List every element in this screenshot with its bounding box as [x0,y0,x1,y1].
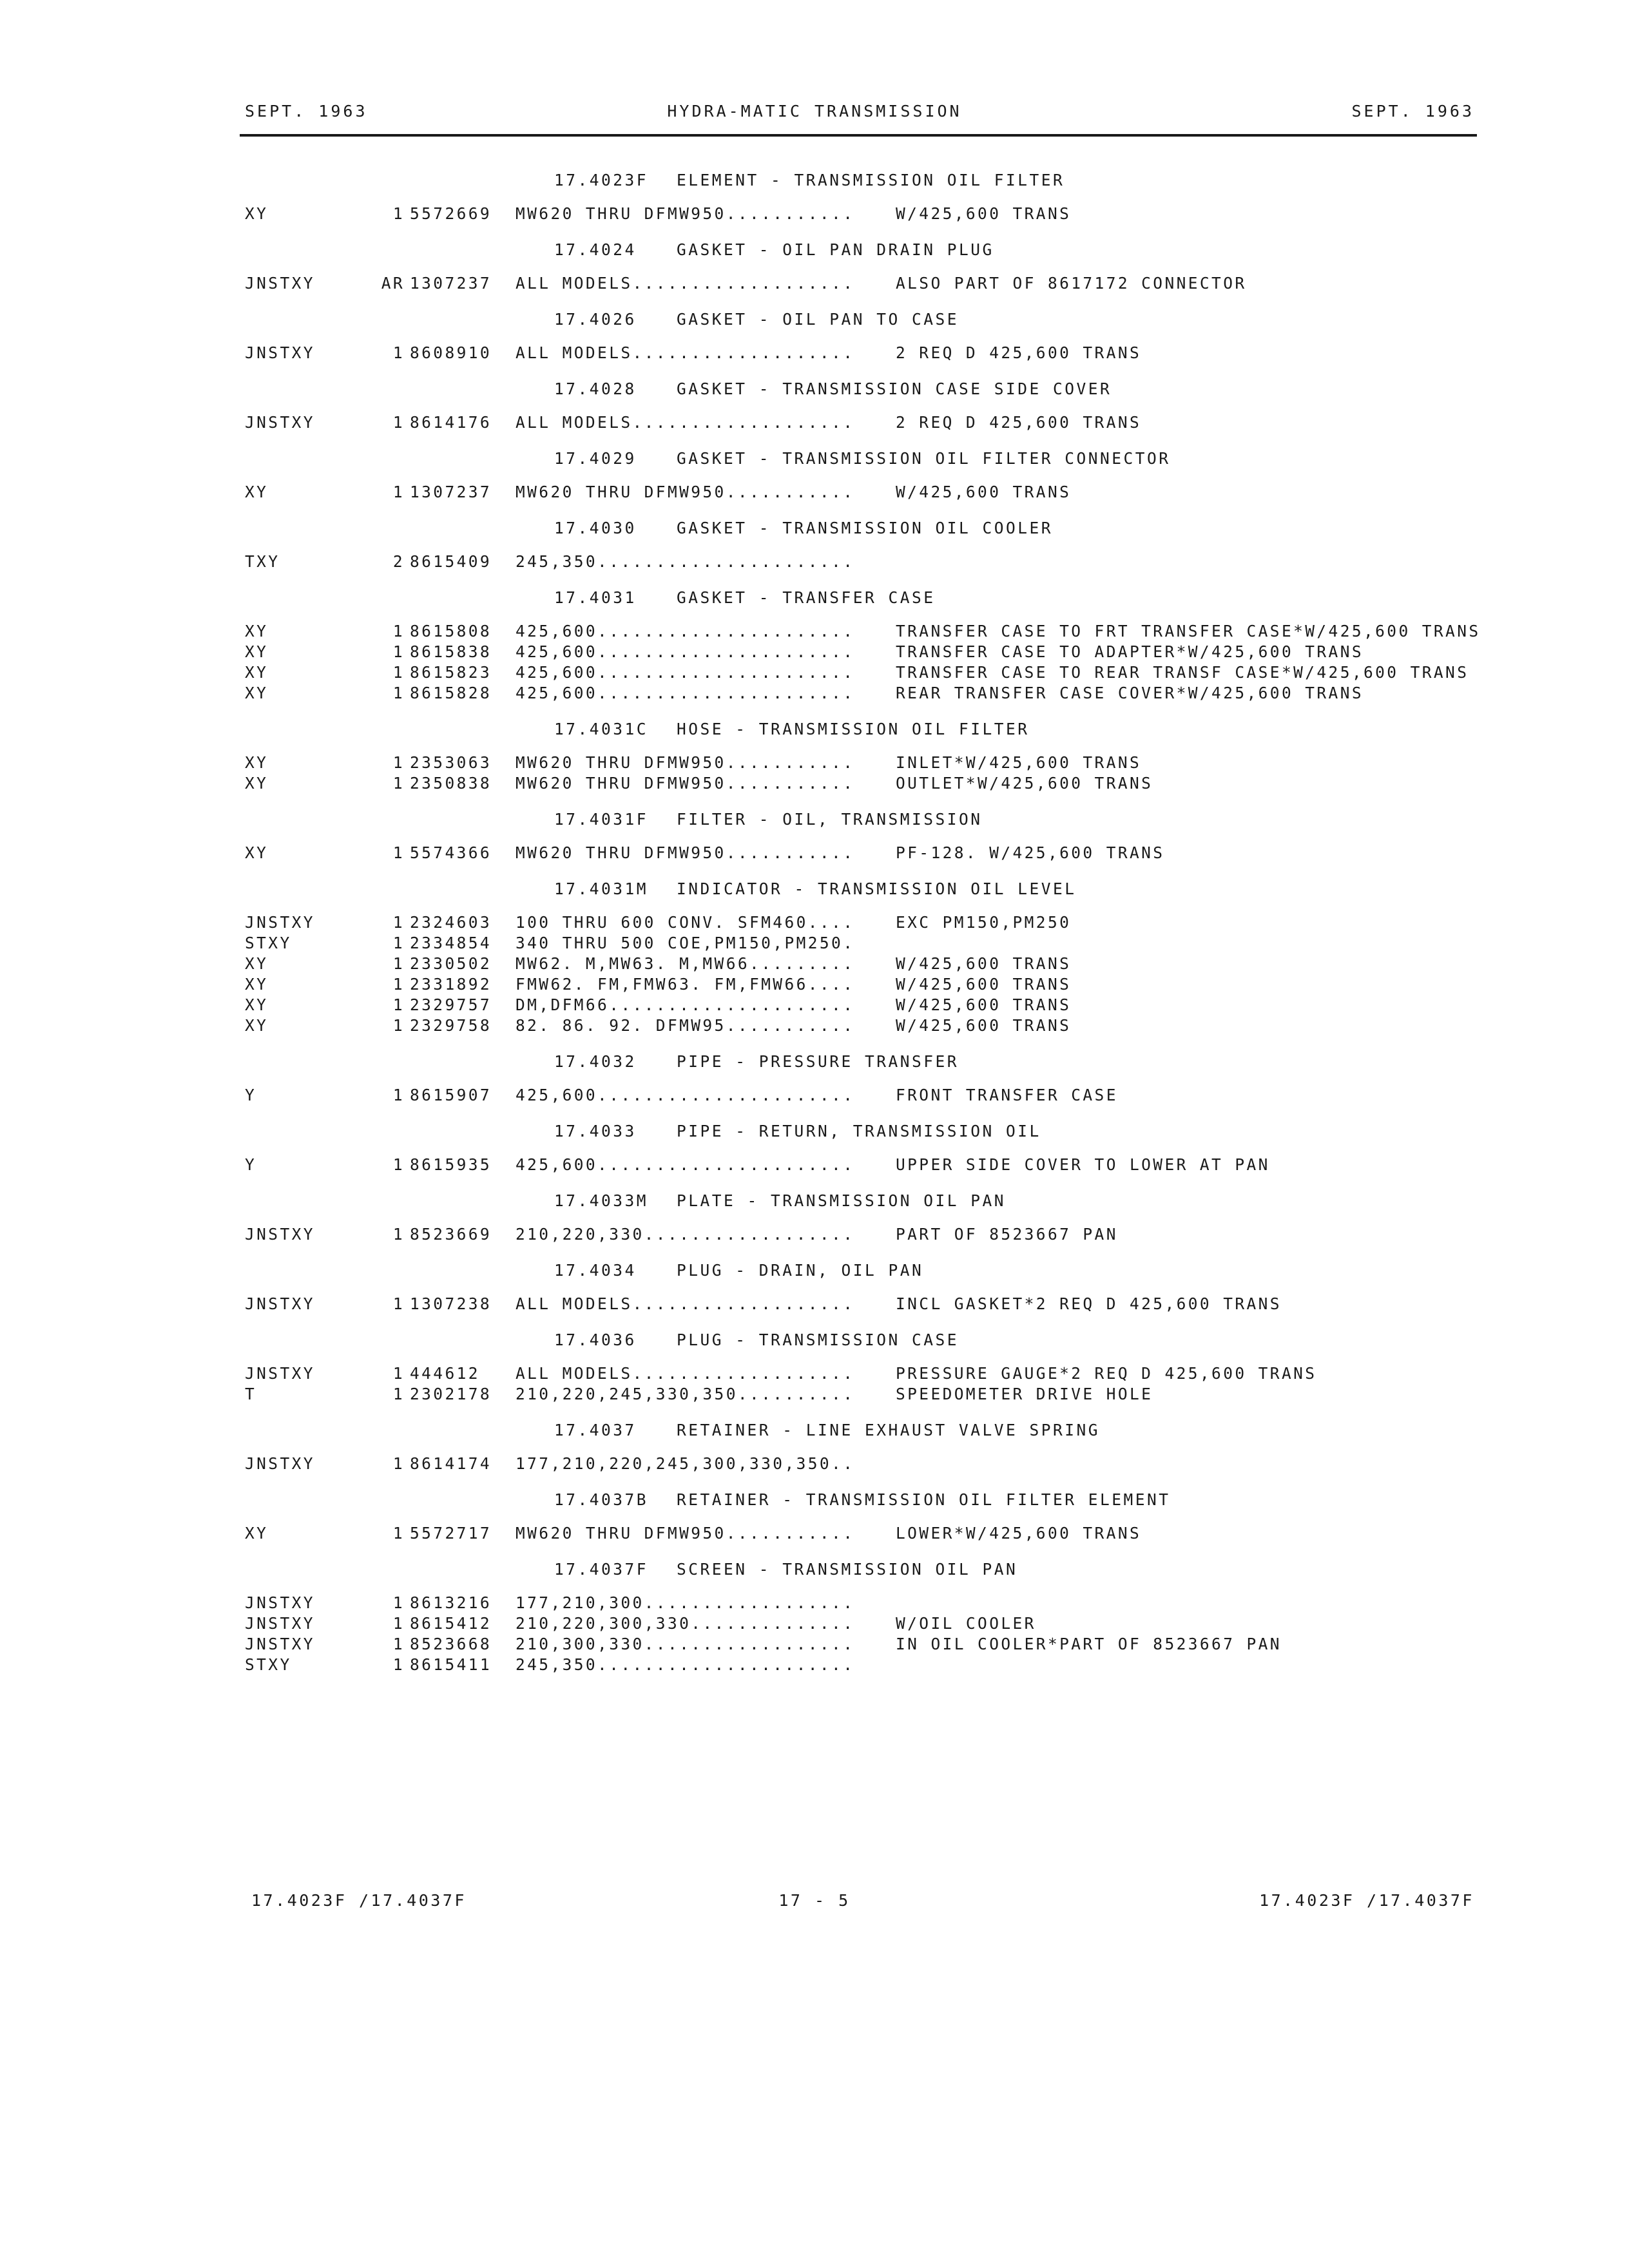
part-row [245,1613,1534,1634]
application: 425,600...................... [516,1086,855,1104]
part-row [245,662,1534,683]
application: 425,600...................... [516,622,855,640]
part-number: 2302178 [410,1385,492,1403]
catalog-section [245,374,1534,443]
application: 340 THRU 500 COE,PM150,PM250. [516,934,855,952]
part-number: 5574366 [410,843,492,862]
footer-range-right: 17.4023F /17.4037F [1259,1891,1474,1910]
part-number: 2324603 [410,913,492,932]
remark: 2 REQ D 425,600 TRANS [896,413,1142,432]
application: 425,600...................... [516,684,855,702]
section-heading [245,804,1534,843]
section-title: ELEMENT - TRANSMISSION OIL FILTER [677,171,1065,189]
part-row [245,621,1534,642]
part-row [245,1155,1534,1175]
section-title: GASKET - OIL PAN TO CASE [677,310,959,329]
part-row [245,1655,1534,1675]
parts-list [245,165,1534,1686]
application: 245,350...................... [516,1655,855,1674]
model-code: JNSTXY [245,1225,315,1244]
quantity: 1 [392,1385,405,1403]
section-number: 17.4033M [554,1191,649,1210]
remark: TRANSFER CASE TO REAR TRANSF CASE*W/425,600 TRANS [896,663,1469,682]
model-code: JNSTXY [245,413,315,432]
model-code: JNSTXY [245,1294,315,1313]
section-number: 17.4033 [554,1122,637,1140]
application: 82. 86. 92. DFMW95........... [516,1016,855,1035]
section-heading [245,1485,1534,1523]
model-code: XY [245,684,269,702]
model-code: XY [245,1016,269,1035]
remark: EXC PM150,PM250 [896,913,1072,932]
model-code: JNSTXY [245,1454,315,1473]
part-row [245,912,1534,933]
section-title: RETAINER - TRANSMISSION OIL FILTER ELEMENT [677,1490,1171,1509]
catalog-section [245,1046,1534,1116]
part-row [245,642,1534,662]
application: MW620 THRU DFMW950........... [516,774,855,793]
quantity: 1 [392,663,405,682]
application: ALL MODELS................... [516,1294,855,1313]
section-heading [245,1255,1534,1294]
section-title: HOSE - TRANSMISSION OIL FILTER [677,720,1030,738]
quantity: 1 [392,753,405,772]
part-row [245,204,1534,224]
quantity: 1 [392,1016,405,1035]
catalog-section [245,165,1534,235]
remark: W/425,600 TRANS [896,995,1072,1014]
remark: ALSO PART OF 8617172 CONNECTOR [896,274,1247,293]
catalog-section [245,235,1534,304]
section-number: 17.4031 [554,588,637,607]
application: MW620 THRU DFMW950........... [516,843,855,862]
remark: 2 REQ D 425,600 TRANS [896,343,1142,362]
model-code: XY [245,663,269,682]
remark: INCL GASKET*2 REQ D 425,600 TRANS [896,1294,1282,1313]
part-number: 2331892 [410,975,492,994]
model-code: XY [245,774,269,793]
part-number: 8523668 [410,1635,492,1653]
quantity: 1 [392,1655,405,1674]
section-title: PLATE - TRANSMISSION OIL PAN [677,1191,1007,1210]
catalog-section [245,1415,1534,1485]
application: ALL MODELS................... [516,274,855,293]
model-code: JNSTXY [245,913,315,932]
application: 210,220,330.................. [516,1225,855,1244]
catalog-section [245,582,1534,714]
model-code: STXY [245,934,292,952]
section-heading [245,443,1534,482]
section-title: INDICATOR - TRANSMISSION OIL LEVEL [677,879,1077,898]
section-heading [245,1554,1534,1593]
quantity: 1 [392,1225,405,1244]
quantity: 1 [392,1086,405,1104]
quantity: 1 [392,622,405,640]
model-code: XY [245,954,269,973]
application: 100 THRU 600 CONV. SFM460.... [516,913,855,932]
model-code: JNSTXY [245,1593,315,1612]
section-heading [245,304,1534,343]
quantity: 1 [392,483,405,501]
section-number: 17.4023F [554,171,649,189]
part-row [245,1363,1534,1384]
section-number: 17.4031M [554,879,649,898]
model-code: XY [245,642,269,661]
application: 245,350...................... [516,552,855,571]
section-number: 17.4034 [554,1261,637,1280]
catalog-section [245,304,1534,374]
section-number: 17.4037F [554,1560,649,1579]
quantity: 1 [392,1524,405,1542]
section-number: 17.4036 [554,1331,637,1349]
section-title: PIPE - PRESSURE TRANSFER [677,1052,959,1071]
model-code: Y [245,1155,257,1174]
quantity: 1 [392,1364,405,1383]
section-heading [245,1116,1534,1155]
application: 425,600...................... [516,663,855,682]
remark: LOWER*W/425,600 TRANS [896,1524,1142,1542]
part-row [245,1523,1534,1544]
model-code: XY [245,1524,269,1542]
footer-page-number: 17 - 5 [778,1891,851,1910]
quantity: AR [381,274,405,293]
part-row [245,343,1534,363]
part-number: 8614176 [410,413,492,432]
model-code: XY [245,753,269,772]
catalog-section [245,1485,1534,1554]
quantity: 1 [392,954,405,973]
part-number: 8615411 [410,1655,492,1674]
remark: FRONT TRANSFER CASE [896,1086,1118,1104]
section-number: 17.4026 [554,310,637,329]
application: MW620 THRU DFMW950........... [516,1524,855,1542]
application: 425,600...................... [516,642,855,661]
footer-range-left: 17.4023F /17.4037F [251,1891,467,1910]
part-row [245,1454,1534,1474]
catalog-section [245,804,1534,874]
remark: PRESSURE GAUGE*2 REQ D 425,600 TRANS [896,1364,1317,1383]
section-title: RETAINER - LINE EXHAUST VALVE SPRING [677,1421,1101,1439]
part-number: 444612 [410,1364,480,1383]
section-title: FILTER - OIL, TRANSMISSION [677,810,983,829]
section-title: PLUG - DRAIN, OIL PAN [677,1261,924,1280]
part-number: 8615808 [410,622,492,640]
model-code: JNSTXY [245,1635,315,1653]
part-row [245,954,1534,974]
part-row [245,1294,1534,1314]
quantity: 1 [392,1294,405,1313]
remark: OUTLET*W/425,600 TRANS [896,774,1153,793]
section-number: 17.4024 [554,240,637,259]
catalog-section [245,1325,1534,1415]
application: DM,DFM66..................... [516,995,855,1014]
application: MW620 THRU DFMW950........... [516,483,855,501]
quantity: 1 [392,642,405,661]
remark: PART OF 8523667 PAN [896,1225,1118,1244]
catalog-section [245,513,1534,582]
application: MW620 THRU DFMW950........... [516,753,855,772]
part-row [245,843,1534,863]
part-number: 2353063 [410,753,492,772]
part-row [245,773,1534,794]
part-number: 1307238 [410,1294,492,1313]
part-row [245,974,1534,995]
section-heading [245,513,1534,552]
application: 210,300,330.................. [516,1635,855,1653]
catalog-section [245,1255,1534,1325]
section-heading [245,1186,1534,1224]
section-number: 17.4037B [554,1490,649,1509]
remark: IN OIL COOLER*PART OF 8523667 PAN [896,1635,1282,1653]
quantity: 1 [392,934,405,952]
application: 210,220,245,330,350.......... [516,1385,855,1403]
part-number: 8523669 [410,1225,492,1244]
section-title: GASKET - TRANSMISSION OIL COOLER [677,519,1054,537]
section-heading [245,235,1534,273]
catalog-section [245,443,1534,513]
part-number: 2329758 [410,1016,492,1035]
part-row [245,1634,1534,1655]
header-date-right: SEPT. 1963 [1351,102,1474,120]
section-number: 17.4028 [554,380,637,398]
quantity: 1 [392,774,405,793]
remark: UPPER SIDE COVER TO LOWER AT PAN [896,1155,1270,1174]
application: FMW62. FM,FMW63. FM,FMW66.... [516,975,855,994]
header-date-left: SEPT. 1963 [245,102,368,120]
catalog-section [245,1116,1534,1186]
part-row [245,1384,1534,1405]
model-code: JNSTXY [245,1364,315,1383]
part-number: 1307237 [410,274,492,293]
model-code: TXY [245,552,280,571]
part-number: 8614174 [410,1454,492,1473]
quantity: 1 [392,343,405,362]
application: 210,220,300,330.............. [516,1614,855,1633]
quantity: 2 [392,552,405,571]
part-row [245,273,1534,294]
quantity: 1 [392,1593,405,1612]
section-title: SCREEN - TRANSMISSION OIL PAN [677,1560,1018,1579]
quantity: 1 [392,1635,405,1653]
section-title: GASKET - OIL PAN DRAIN PLUG [677,240,994,259]
section-title: PLUG - TRANSMISSION CASE [677,1331,959,1349]
remark: INLET*W/425,600 TRANS [896,753,1142,772]
model-code: XY [245,483,269,501]
remark: W/425,600 TRANS [896,975,1072,994]
part-number: 8615935 [410,1155,492,1174]
section-heading [245,1325,1534,1363]
part-number: 2350838 [410,774,492,793]
section-heading [245,1415,1534,1454]
quantity: 1 [392,204,405,223]
catalog-section [245,1186,1534,1255]
model-code: STXY [245,1655,292,1674]
part-number: 2334854 [410,934,492,952]
model-code: Y [245,1086,257,1104]
part-row [245,1015,1534,1036]
remark: PF-128. W/425,600 TRANS [896,843,1165,862]
part-number: 2330502 [410,954,492,973]
remark: W/425,600 TRANS [896,954,1072,973]
part-number: 5572669 [410,204,492,223]
section-heading [245,165,1534,204]
remark: SPEEDOMETER DRIVE HOLE [896,1385,1153,1403]
part-number: 8615828 [410,684,492,702]
part-number: 1307237 [410,483,492,501]
part-row [245,683,1534,704]
part-row [245,552,1534,572]
section-heading [245,582,1534,621]
model-code: XY [245,622,269,640]
remark: W/425,600 TRANS [896,1016,1072,1035]
part-number: 8615412 [410,1614,492,1633]
section-number: 17.4031C [554,720,649,738]
quantity: 1 [392,684,405,702]
part-row [245,933,1534,954]
section-heading [245,874,1534,912]
part-row [245,753,1534,773]
remark: W/425,600 TRANS [896,483,1072,501]
quantity: 1 [392,413,405,432]
catalog-section [245,874,1534,1046]
header-rule [240,134,1477,137]
model-code: T [245,1385,257,1403]
quantity: 1 [392,1454,405,1473]
quantity: 1 [392,975,405,994]
section-title: PIPE - RETURN, TRANSMISSION OIL [677,1122,1041,1140]
section-heading [245,714,1534,753]
section-number: 17.4029 [554,449,637,468]
part-number: 8615838 [410,642,492,661]
catalog-section [245,1554,1534,1686]
model-code: JNSTXY [245,343,315,362]
application: 425,600...................... [516,1155,855,1174]
application: ALL MODELS................... [516,343,855,362]
quantity: 1 [392,1614,405,1633]
section-heading [245,1046,1534,1085]
application: 177,210,220,245,300,330,350.. [516,1454,855,1473]
section-number: 17.4037 [554,1421,637,1439]
quantity: 1 [392,913,405,932]
section-title: GASKET - TRANSFER CASE [677,588,936,607]
application: ALL MODELS................... [516,413,855,432]
remark: W/425,600 TRANS [896,204,1072,223]
section-title: GASKET - TRANSMISSION OIL FILTER CONNECTOR [677,449,1171,468]
quantity: 1 [392,1155,405,1174]
remark: TRANSFER CASE TO FRT TRANSFER CASE*W/425,600 TRANS [896,622,1481,640]
model-code: JNSTXY [245,274,315,293]
part-row [245,1224,1534,1245]
quantity: 1 [392,995,405,1014]
part-row [245,482,1534,503]
application: MW62. M,MW63. M,MW66......... [516,954,855,973]
part-number: 8615907 [410,1086,492,1104]
part-row [245,412,1534,433]
section-heading [245,374,1534,412]
application: MW620 THRU DFMW950........... [516,204,855,223]
part-number: 8608910 [410,343,492,362]
part-number: 8615409 [410,552,492,571]
application: 177,210,300.................. [516,1593,855,1612]
part-number: 8615823 [410,663,492,682]
header-title: HYDRA-MATIC TRANSMISSION [667,102,962,120]
remark: REAR TRANSFER CASE COVER*W/425,600 TRANS [896,684,1364,702]
catalog-section [245,714,1534,804]
application: ALL MODELS................... [516,1364,855,1383]
model-code: JNSTXY [245,1614,315,1633]
remark: TRANSFER CASE TO ADAPTER*W/425,600 TRANS [896,642,1364,661]
part-row [245,1593,1534,1613]
section-number: 17.4032 [554,1052,637,1071]
part-number: 5572717 [410,1524,492,1542]
part-row [245,995,1534,1015]
quantity: 1 [392,843,405,862]
model-code: XY [245,995,269,1014]
remark: W/OIL COOLER [896,1614,1036,1633]
model-code: XY [245,975,269,994]
model-code: XY [245,843,269,862]
section-number: 17.4031F [554,810,649,829]
part-number: 8613216 [410,1593,492,1612]
section-number: 17.4030 [554,519,637,537]
model-code: XY [245,204,269,223]
section-title: GASKET - TRANSMISSION CASE SIDE COVER [677,380,1112,398]
part-number: 2329757 [410,995,492,1014]
part-row [245,1085,1534,1106]
